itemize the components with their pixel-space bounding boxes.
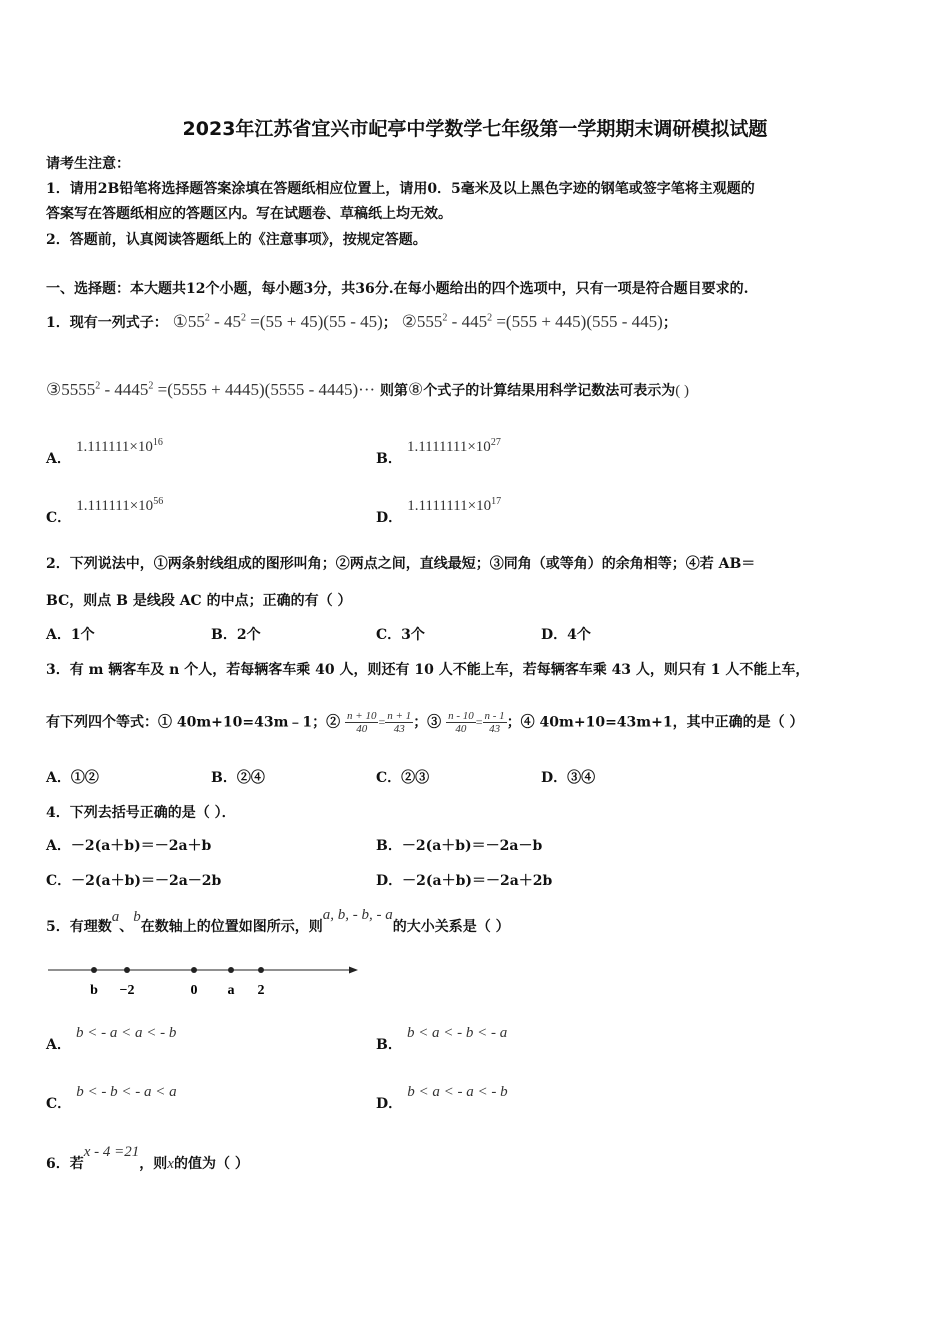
q5-option-b-value: b < a < - b < - a	[406, 1025, 508, 1041]
notice-line-2: 答案写在答题纸相应的答题区内。写在试题卷、草稿纸上均无效。	[46, 206, 452, 222]
q1-option-c-value: $1.111111\times 10^{56}$	[76, 496, 164, 514]
q1-formula-1: $①55^2 - 45^2 =(55 + 45)(55 - 45)$	[172, 312, 383, 331]
label-b: b	[90, 983, 98, 998]
q3-stem-line-2: 有下列四个等式：① 40m+10=43m﹣1；② $\frac{n + 10}{40}$ = $\frac{n + 1}{43}$ ；③ $\frac{n - 10}{40}$ = $\frac{n - 1}{43}$ ；④ 40m+10=43m+1，其中正确的是（ ）	[46, 710, 804, 735]
q3-option-b[interactable]: B．②④	[211, 770, 265, 786]
q2-option-b[interactable]: B．2个	[211, 627, 261, 643]
q1-option-c[interactable]: C． $1.111111\times 10^{56}$	[46, 496, 164, 526]
q2-stem-line-1: 2．下列说法中，①两条射线组成的图形叫角；②两点之间，直线最短；③同角（或等角）的余角相等；④若 AB＝	[46, 556, 756, 572]
q4-option-c[interactable]: C．－2(a＋b)＝－2a－2b	[46, 873, 222, 889]
point-2	[258, 967, 264, 973]
label-minus-2: −2	[119, 983, 135, 998]
q2-stem-line-2: BC，则点 B 是线段 AC 的中点；正确的有（ ）	[46, 593, 352, 609]
q3-option-a[interactable]: A．①②	[46, 770, 99, 786]
label-a: a	[227, 983, 235, 998]
q6-expression: x - 4 =21	[83, 1144, 140, 1160]
q2-option-c[interactable]: C．3个	[376, 627, 425, 643]
label-2: 2	[257, 983, 265, 998]
q3-stem-line-1: 3．有 m 辆客车及 n 个人，若每辆客车乘 40 人，则还有 10 人不能上车，若每辆客车乘 43 人，则只有 1 人不能上车，	[46, 662, 810, 678]
q4-option-a[interactable]: A．－2(a＋b)＝－2a＋b	[46, 838, 212, 854]
q6-stem: 6．若x - 4 =21，则x的值为（ ）	[46, 1144, 249, 1172]
q5-option-c-value: b < - b < - a < a	[76, 1084, 177, 1100]
number-line-arrow	[349, 967, 358, 974]
point-0	[191, 967, 197, 973]
number-line	[44, 958, 364, 1004]
q3-option-d[interactable]: D．③④	[541, 770, 596, 786]
q1-formula-2: $②555^2 - 445^2 =(555 + 445)(555 - 445)$	[401, 312, 663, 331]
q4-stem: 4．下列去括号正确的是（ ）．	[46, 805, 236, 821]
q3-fraction-1: $\frac{n + 10}{40}$	[347, 710, 377, 735]
q5-option-d[interactable]: D． b < a < - a < - b	[376, 1084, 508, 1112]
q5-stem: 5．有理数a、b在数轴上的位置如图所示，则a, b, - b, - a的大小关系是（ ）	[46, 907, 510, 935]
q4-option-d[interactable]: D．－2(a＋b)＝－2a＋2b	[376, 873, 553, 889]
q3-fraction-4: $\frac{n - 1}{43}$	[484, 710, 505, 735]
notice-line-3: 2．答题前，认真阅读答题纸上的《注意事项》，按规定答题。	[46, 232, 427, 248]
q1-option-d-value: $1.1111111\times 10^{17}$	[407, 496, 502, 514]
q1-tail-1: 则第	[380, 383, 409, 399]
q1-stem	[46, 312, 677, 332]
point-b	[91, 967, 97, 973]
q1-formula-3: ③5555$^2$ - $4445^2 =(5555 + 4445)(5555 - 4445)\cdot\cdot\cdot$	[46, 380, 376, 399]
page-title: 2023年江苏省宜兴市屺亭中学数学七年级第一学期期末调研模拟试题	[182, 118, 768, 140]
q5-option-b[interactable]: B． b < a < - b < - a	[376, 1025, 508, 1053]
q1-sep-2: ；	[662, 315, 677, 331]
q1-option-b-value: $1.1111111\times 10^{27}$	[406, 437, 501, 455]
q3-fraction-2: $\frac{n + 1}{43}$	[387, 710, 412, 735]
q5-option-c[interactable]: C． b < - b < - a < a	[46, 1084, 177, 1112]
point-minus-2	[124, 967, 130, 973]
q5-option-a[interactable]: A． b < - a < a < - b	[46, 1025, 177, 1053]
point-a	[228, 967, 234, 973]
q1-sep-1: ；	[382, 315, 397, 331]
q1-prefix: 1．现有一列式子：	[46, 315, 168, 331]
q5-option-d-value: b < a < - a < - b	[407, 1084, 508, 1100]
q1-option-d[interactable]: D． $1.1111111\times 10^{17}$	[376, 496, 502, 526]
q1-tail-2: 个式子的计算结果用科学记数法可表示为	[423, 383, 676, 399]
q4-option-b[interactable]: B．－2(a＋b)＝－2a－b	[376, 838, 543, 854]
section-heading: 一、选择题：本大题共12个小题，每小题3分，共36分.在每小题给出的四个选项中，只有一项是符合题目要求的.	[46, 281, 749, 297]
q1-option-a-value: $1.111111\times 10^{16}$	[75, 437, 163, 455]
q1-stem-cont	[46, 380, 689, 400]
q3-option-c[interactable]: C．②③	[376, 770, 430, 786]
q2-option-a[interactable]: A．1个	[46, 627, 95, 643]
notice-line-1: 1．请用2B铅笔将选择题答案涂填在答题纸相应位置上，请用0．5毫米及以上黑色字迹的钢笔或签字笔将主观题的	[46, 181, 755, 197]
q5-option-a-value: b < - a < a < - b	[75, 1025, 177, 1041]
q1-option-b[interactable]: B． $1.1111111\times 10^{27}$	[376, 437, 501, 467]
q2-option-d[interactable]: D．4个	[541, 627, 591, 643]
label-0: 0	[190, 983, 198, 998]
q1-paren: ( )	[675, 383, 690, 399]
q1-option-a[interactable]: A． $1.111111\times 10^{16}$	[46, 437, 163, 467]
notice-heading: 请考生注意：	[46, 156, 130, 172]
q3-fraction-3: $\frac{n - 10}{40}$	[448, 710, 474, 735]
q1-circle-8: ⑧	[408, 380, 424, 399]
